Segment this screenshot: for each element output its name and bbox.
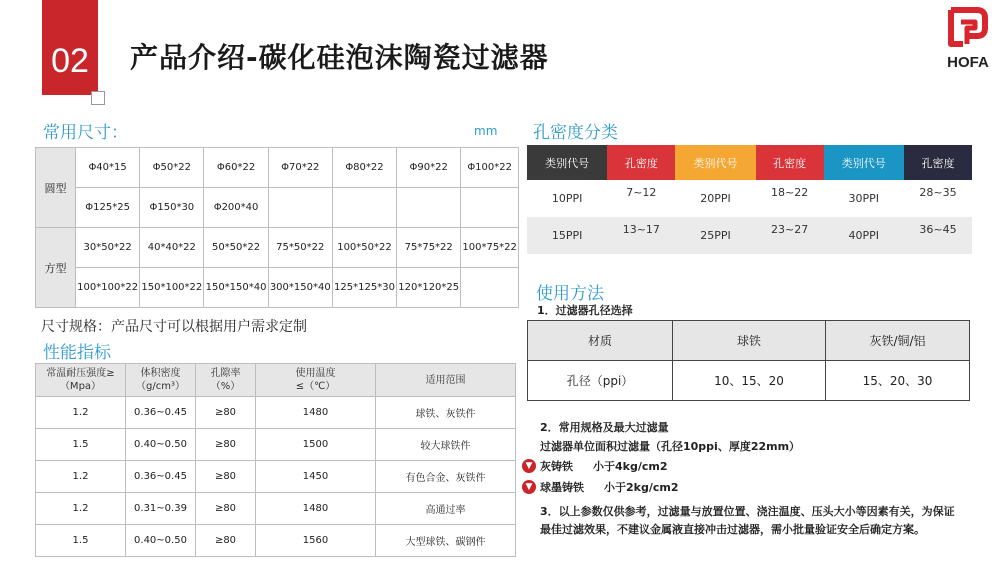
- table-row: [36, 148, 519, 188]
- table-cell: 0.40~0.50: [126, 525, 196, 557]
- column-header: 使用温度 ≤（℃）: [256, 364, 376, 397]
- table-cell: ≥80: [196, 397, 256, 429]
- column-header: 体积密度 （g/cm³）: [126, 364, 196, 397]
- size-note: 尺寸规格：产品尺寸可以根据用户需求定制: [41, 319, 307, 335]
- table-cell: 125*125*30: [332, 268, 396, 308]
- column-header: 适用范围: [376, 364, 516, 397]
- table-cell: [332, 188, 396, 228]
- logo-text: HOFA: [947, 54, 989, 71]
- column-header: 球铁: [673, 321, 826, 361]
- column-header: 孔隙率 （%）: [196, 364, 256, 397]
- column-header: 材质: [528, 321, 673, 361]
- table-cell: 50*50*22: [204, 228, 268, 268]
- table-cell: 100*75*22: [461, 228, 519, 268]
- table-cell: 0.31~0.39: [126, 493, 196, 525]
- table-row: [36, 268, 519, 308]
- table-cell: 1.5: [36, 429, 126, 461]
- bullet-value: 小于2kg/cm2: [604, 481, 679, 494]
- usage-step2-desc: 过滤器单位面积过滤量（孔径10ppi、厚度22mm）: [540, 440, 801, 453]
- table-cell: 1.2: [36, 397, 126, 429]
- table-cell: 150*100*22: [140, 268, 204, 308]
- table-cell: 75*75*22: [397, 228, 461, 268]
- page-title: 产品介绍-碳化硅泡沫陶瓷过滤器: [130, 41, 549, 74]
- table-row: [36, 429, 516, 461]
- table-cell: 7~12: [607, 180, 675, 217]
- table-cell: Φ100*22: [461, 148, 519, 188]
- table-cell: 0.36~0.45: [126, 397, 196, 429]
- table-cell: 有色合金、灰铁件: [376, 461, 516, 493]
- table-cell: 36~45: [904, 217, 972, 254]
- unit-label: mm: [474, 124, 498, 138]
- brand-logo: [940, 6, 996, 76]
- table-row: [36, 228, 519, 268]
- table-row: [36, 397, 516, 429]
- bullet-label: 球墨铸铁: [540, 481, 584, 494]
- table-cell: [397, 188, 461, 228]
- down-arrow-icon: ▼: [522, 480, 536, 494]
- table-cell: 10、15、20: [673, 361, 826, 401]
- table-header-row: [527, 145, 972, 180]
- table-cell: 300*150*40: [268, 268, 332, 308]
- round-label: 圆型: [36, 148, 76, 228]
- table-cell: ≥80: [196, 525, 256, 557]
- table-cell: 高通过率: [376, 493, 516, 525]
- pore-density-title: 孔密度分类: [533, 123, 618, 143]
- table-cell: 13~17: [607, 217, 675, 254]
- table-cell: 40*40*22: [140, 228, 204, 268]
- table-cell: ≥80: [196, 493, 256, 525]
- table-cell: 100*100*22: [76, 268, 140, 308]
- column-header: 类别代号: [824, 145, 904, 180]
- table-cell: 28~35: [904, 180, 972, 217]
- table-cell: 1.2: [36, 461, 126, 493]
- common-sizes-title: 常用尺寸：: [43, 123, 128, 143]
- table-cell: 较大球铁件: [376, 429, 516, 461]
- table-header-row: [528, 321, 970, 361]
- usage-step2-title: 2．常用规格及最大过滤量: [540, 421, 669, 434]
- column-header: 常温耐压强度≥ （Mpa）: [36, 364, 126, 397]
- table-cell: 0.40~0.50: [126, 429, 196, 461]
- table-cell: 100*50*22: [332, 228, 396, 268]
- table-cell: 1450: [256, 461, 376, 493]
- down-arrow-icon: ▼: [522, 459, 536, 473]
- table-cell: Φ60*22: [204, 148, 268, 188]
- table-row: [36, 493, 516, 525]
- table-cell: [461, 268, 519, 308]
- table-row: [527, 217, 972, 254]
- table-cell: Φ125*25: [76, 188, 140, 228]
- column-header: 孔密度: [756, 145, 824, 180]
- table-row: [36, 188, 519, 228]
- table-cell: 18~22: [756, 180, 824, 217]
- table-cell: 1480: [256, 397, 376, 429]
- table-cell: [461, 188, 519, 228]
- bullet-label: 灰铸铁: [540, 460, 573, 473]
- table-cell: ≥80: [196, 461, 256, 493]
- table-row: [36, 525, 516, 557]
- bullet-gray-iron: [522, 458, 668, 474]
- table-cell: 75*50*22: [268, 228, 332, 268]
- usage-step1: 1．过滤器孔径选择: [537, 304, 633, 317]
- column-header: 孔密度: [607, 145, 675, 180]
- table-cell: 1.5: [36, 525, 126, 557]
- table-cell: 23~27: [756, 217, 824, 254]
- table-cell: 10PPI: [527, 180, 607, 217]
- table-cell: 大型球铁、碳钢件: [376, 525, 516, 557]
- table-header-row: [36, 364, 516, 397]
- table-cell: 30*50*22: [76, 228, 140, 268]
- table-cell: Φ90*22: [397, 148, 461, 188]
- table-cell: 球铁、灰铁件: [376, 397, 516, 429]
- table-row: [528, 361, 970, 401]
- table-cell: 15、20、30: [826, 361, 970, 401]
- table-cell: [268, 188, 332, 228]
- column-header: 类别代号: [675, 145, 755, 180]
- table-cell: 40PPI: [824, 217, 904, 254]
- column-header: 灰铁/铜/铝: [826, 321, 970, 361]
- table-cell: 30PPI: [824, 180, 904, 217]
- table-cell: 25PPI: [675, 217, 755, 254]
- table-cell: 150*150*40: [204, 268, 268, 308]
- table-cell: Φ200*40: [204, 188, 268, 228]
- table-cell: Φ50*22: [140, 148, 204, 188]
- table-cell: 1.2: [36, 493, 126, 525]
- sizes-table: [35, 147, 519, 308]
- pore-density-table: [527, 145, 972, 254]
- usage-step3-note: 3．以上参数仅供参考，过滤量与放置位置、浇注温度、压头大小等因素有关，为保证最佳过滤效果，不建议金属液直接冲击过滤器，需小批量验证安全后确定方案。: [540, 505, 955, 536]
- section-number-badge: [42, 0, 98, 95]
- performance-title: 性能指标: [43, 343, 111, 363]
- table-row: [527, 180, 972, 217]
- table-cell: Φ80*22: [332, 148, 396, 188]
- column-header: 类别代号: [527, 145, 607, 180]
- column-header: 孔密度: [904, 145, 972, 180]
- table-cell: ≥80: [196, 429, 256, 461]
- square-label: 方型: [36, 228, 76, 308]
- corner-decoration: [91, 91, 105, 105]
- hofa-logo-icon: [947, 6, 989, 48]
- usage-table: [527, 320, 970, 401]
- table-cell: 0.36~0.45: [126, 461, 196, 493]
- section-number: 02: [51, 42, 89, 80]
- table-cell: 1500: [256, 429, 376, 461]
- bullet-value: 小于4kg/cm2: [593, 460, 668, 473]
- table-row: [36, 461, 516, 493]
- bullet-ductile-iron: [522, 479, 679, 495]
- table-cell: 1480: [256, 493, 376, 525]
- table-cell: 1560: [256, 525, 376, 557]
- table-cell: Φ70*22: [268, 148, 332, 188]
- table-cell: 孔径（ppi）: [528, 361, 673, 401]
- table-cell: 20PPI: [675, 180, 755, 217]
- table-cell: 15PPI: [527, 217, 607, 254]
- table-cell: Φ150*30: [140, 188, 204, 228]
- usage-title: 使用方法: [536, 284, 604, 304]
- table-cell: 120*120*25: [397, 268, 461, 308]
- performance-table: [35, 363, 516, 557]
- table-cell: Φ40*15: [76, 148, 140, 188]
